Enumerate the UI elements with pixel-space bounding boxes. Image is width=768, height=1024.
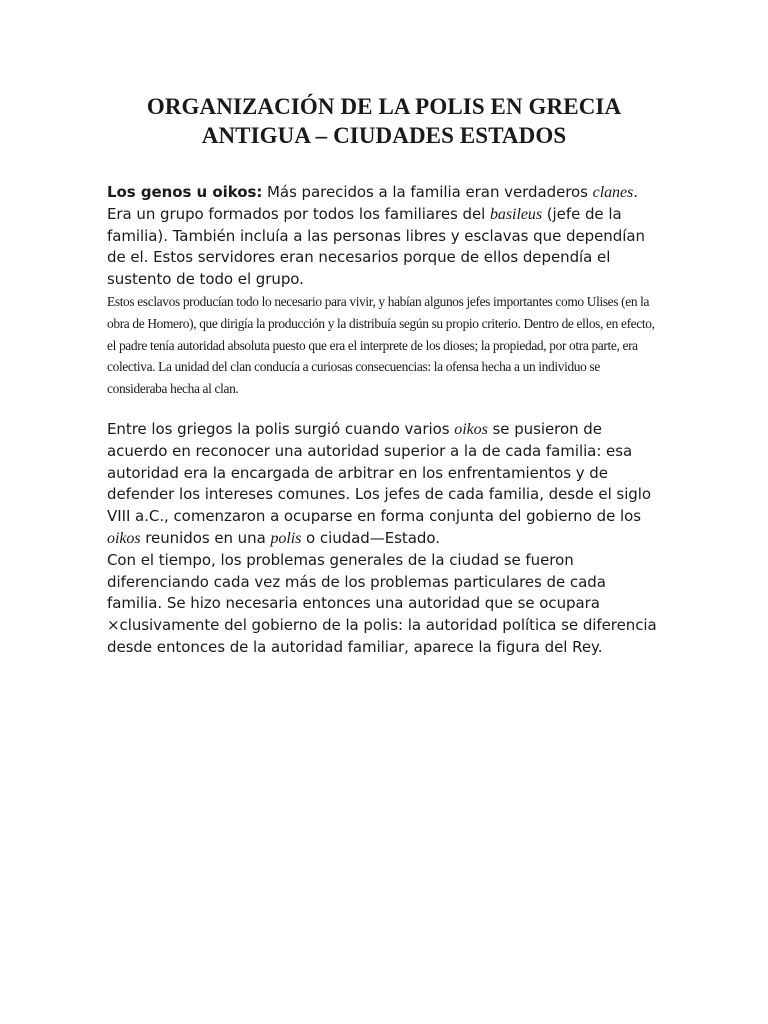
italic-term: clanes <box>592 184 634 201</box>
paragraph-text: reunidos en una <box>140 528 271 547</box>
paragraph-text: se pusieron de acuerdo en reconocer una autoridad superior a la de cada familia: esa autoridad era la encargada de arbitrar en los enfrentamientos y de defender los intereses comunes. Los jefes de cada familia, desde el siglo VIII a.C., comenzaron a ocuparse en forma conjunta del gobierno de los <box>107 419 652 526</box>
paragraph-text: . Era un grupo formados por todos los familiares del <box>107 183 638 223</box>
italic-term: oikos <box>107 529 141 547</box>
paragraph-text: o ciudad—Estado. <box>301 528 440 547</box>
paragraph-polis-origen <box>107 419 662 550</box>
document-title <box>99 92 669 150</box>
italic-term: basileus <box>489 205 543 223</box>
paragraph-text: Entre los griegos la polis surgió cuando varios <box>107 419 455 438</box>
document-page <box>107 92 662 659</box>
italic-term: oikos <box>454 420 488 438</box>
italic-term: polis <box>270 529 302 547</box>
title-line-1: ORGANIZACIÓN DE LA POLIS EN GRECIA <box>146 94 622 119</box>
title-line-2: ANTIGUA – CIUDADES ESTADOS <box>201 123 567 148</box>
paragraph-esclavos: Estos esclavos producían todo lo necesario para vivir, y habían algunos jefes importantes como Ulises (en la obra de Homero), que dirigía la producción y la distribuía según su propio criterio. Dentro de ellos, en efecto, el padre tenía autoridad absoluta puesto que era el interprete de los dioses; la propiedad, por otra parte, era colectiva. La unidad del clan conducía a curiosas consecuencias: la ofensa hecha a un individuo se consideraba hecha al clan. <box>107 293 655 397</box>
paragraph-lead-term: Los genos u oikos: <box>107 183 263 201</box>
paragraph-text: Más parecidos a la familia eran verdaderos <box>262 183 593 201</box>
paragraph-text: (jefe de la familia). También incluía a las personas libres y esclavas que dependían de el. Estos servidores eran necesarios porque de ellos dependía el sustento de todo el grupo. <box>107 204 645 289</box>
paragraph-genos-oikos <box>107 182 662 291</box>
paragraph-autoridad-politica: Con el tiempo, los problemas generales de la ciudad se fueron diferenciando cada vez más de los problemas particulares de cada familia. Se hizo necesaria entonces una autoridad que se ocupara ×clusivamente del gobierno de la polis: la autoridad política se diferencia desde entonces de la autoridad familiar, aparece la figura del Rey. <box>107 550 657 656</box>
